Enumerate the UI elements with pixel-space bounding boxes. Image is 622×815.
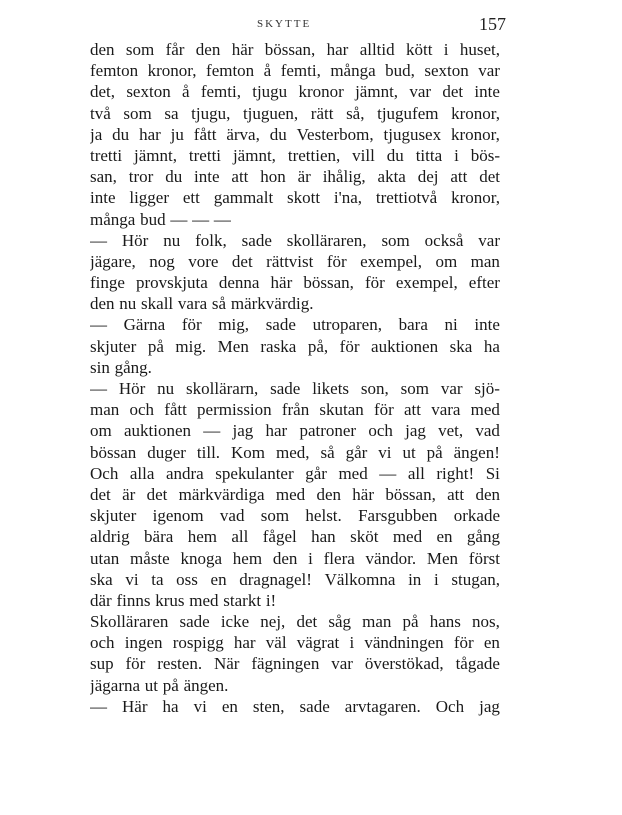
text-line: det är det märkvärdiga med den här bössan, att den	[90, 484, 500, 504]
text-line: — Hör nu skollärarn, sade likets son, som var sjö-	[90, 379, 500, 398]
body-text	[90, 39, 500, 717]
text-line: sup för resten. När fägningen var överstökad, tågade	[90, 654, 500, 674]
text-line: jägarna ut på ängen.	[90, 675, 229, 695]
text-line: femton kronor, femton å femti, många bud, sexton var	[90, 61, 500, 81]
text-line: — Gärna för mig, sade utroparen, bara ni inte	[90, 315, 500, 335]
text-line: skjuter igenom vad som helst. Farsgubben orkade	[90, 506, 500, 526]
text-line: Skolläraren sade icke nej, det såg man på hans nos,	[90, 612, 500, 632]
text-line: — Här ha vi en sten, sade arvtagaren. Och jag	[90, 696, 500, 716]
running-title: SKYTTE	[257, 18, 312, 30]
page-number: 157	[479, 14, 506, 34]
text-line: den som får den här bössan, har alltid kött i huset,	[90, 40, 500, 59]
text-line: san, tror du inte att hon är ihålig, akta dej att det	[90, 167, 500, 187]
text-line: jägare, nog vore det rättvist för exempel, om man	[90, 251, 500, 271]
text-line: finge provskjuta denna här bössan, för exempel, efter	[90, 273, 500, 293]
text-line: bössan duger till. Kom med, så går vi ut på ängen!	[90, 442, 500, 462]
text-line: två som sa tjugu, tjuguen, rätt så, tjugufem kronor,	[90, 103, 500, 123]
text-line: den nu skall vara så märkvärdig.	[90, 294, 314, 314]
text-line: utan måste knoga hem den i flera vändor. Men först	[90, 548, 500, 568]
text-line: och ingen rospigg har väl vägrat i vändningen för en	[90, 633, 500, 653]
text-line: om auktionen — jag har patroner och jag vet, vad	[90, 421, 500, 441]
text-line: Och alla andra spekulanter går med — all right! Si	[90, 463, 500, 483]
text-line: ska vi ta oss en dragnagel! Välkomna in i stugan,	[90, 569, 500, 589]
text-line: man och fått permission från skutan för att vara med	[90, 400, 500, 420]
text-line: — Hör nu folk, sade skolläraren, som också var	[90, 230, 500, 250]
text-line: många bud — — —	[90, 209, 231, 229]
text-line: aldrig bära hem all fågel han sköt med en gång	[90, 527, 500, 547]
text-line: skjuter på mig. Men raska på, för auktionen ska ha	[90, 336, 500, 356]
text-line: där finns krus med starkt i!	[90, 590, 277, 610]
text-line: sin gång.	[90, 357, 152, 377]
text-line: det, sexton å femti, tjugu kronor jämnt, var det inte	[90, 82, 500, 102]
text-line: tretti jämnt, tretti jämnt, trettien, vill du titta i bös-	[90, 145, 500, 165]
text-line: ja du har ju fått ärva, du Vesterbom, tjugusex kronor,	[90, 124, 500, 144]
text-line: inte ligger ett gammalt skott i'na, trettiotvå kronor,	[90, 188, 500, 208]
